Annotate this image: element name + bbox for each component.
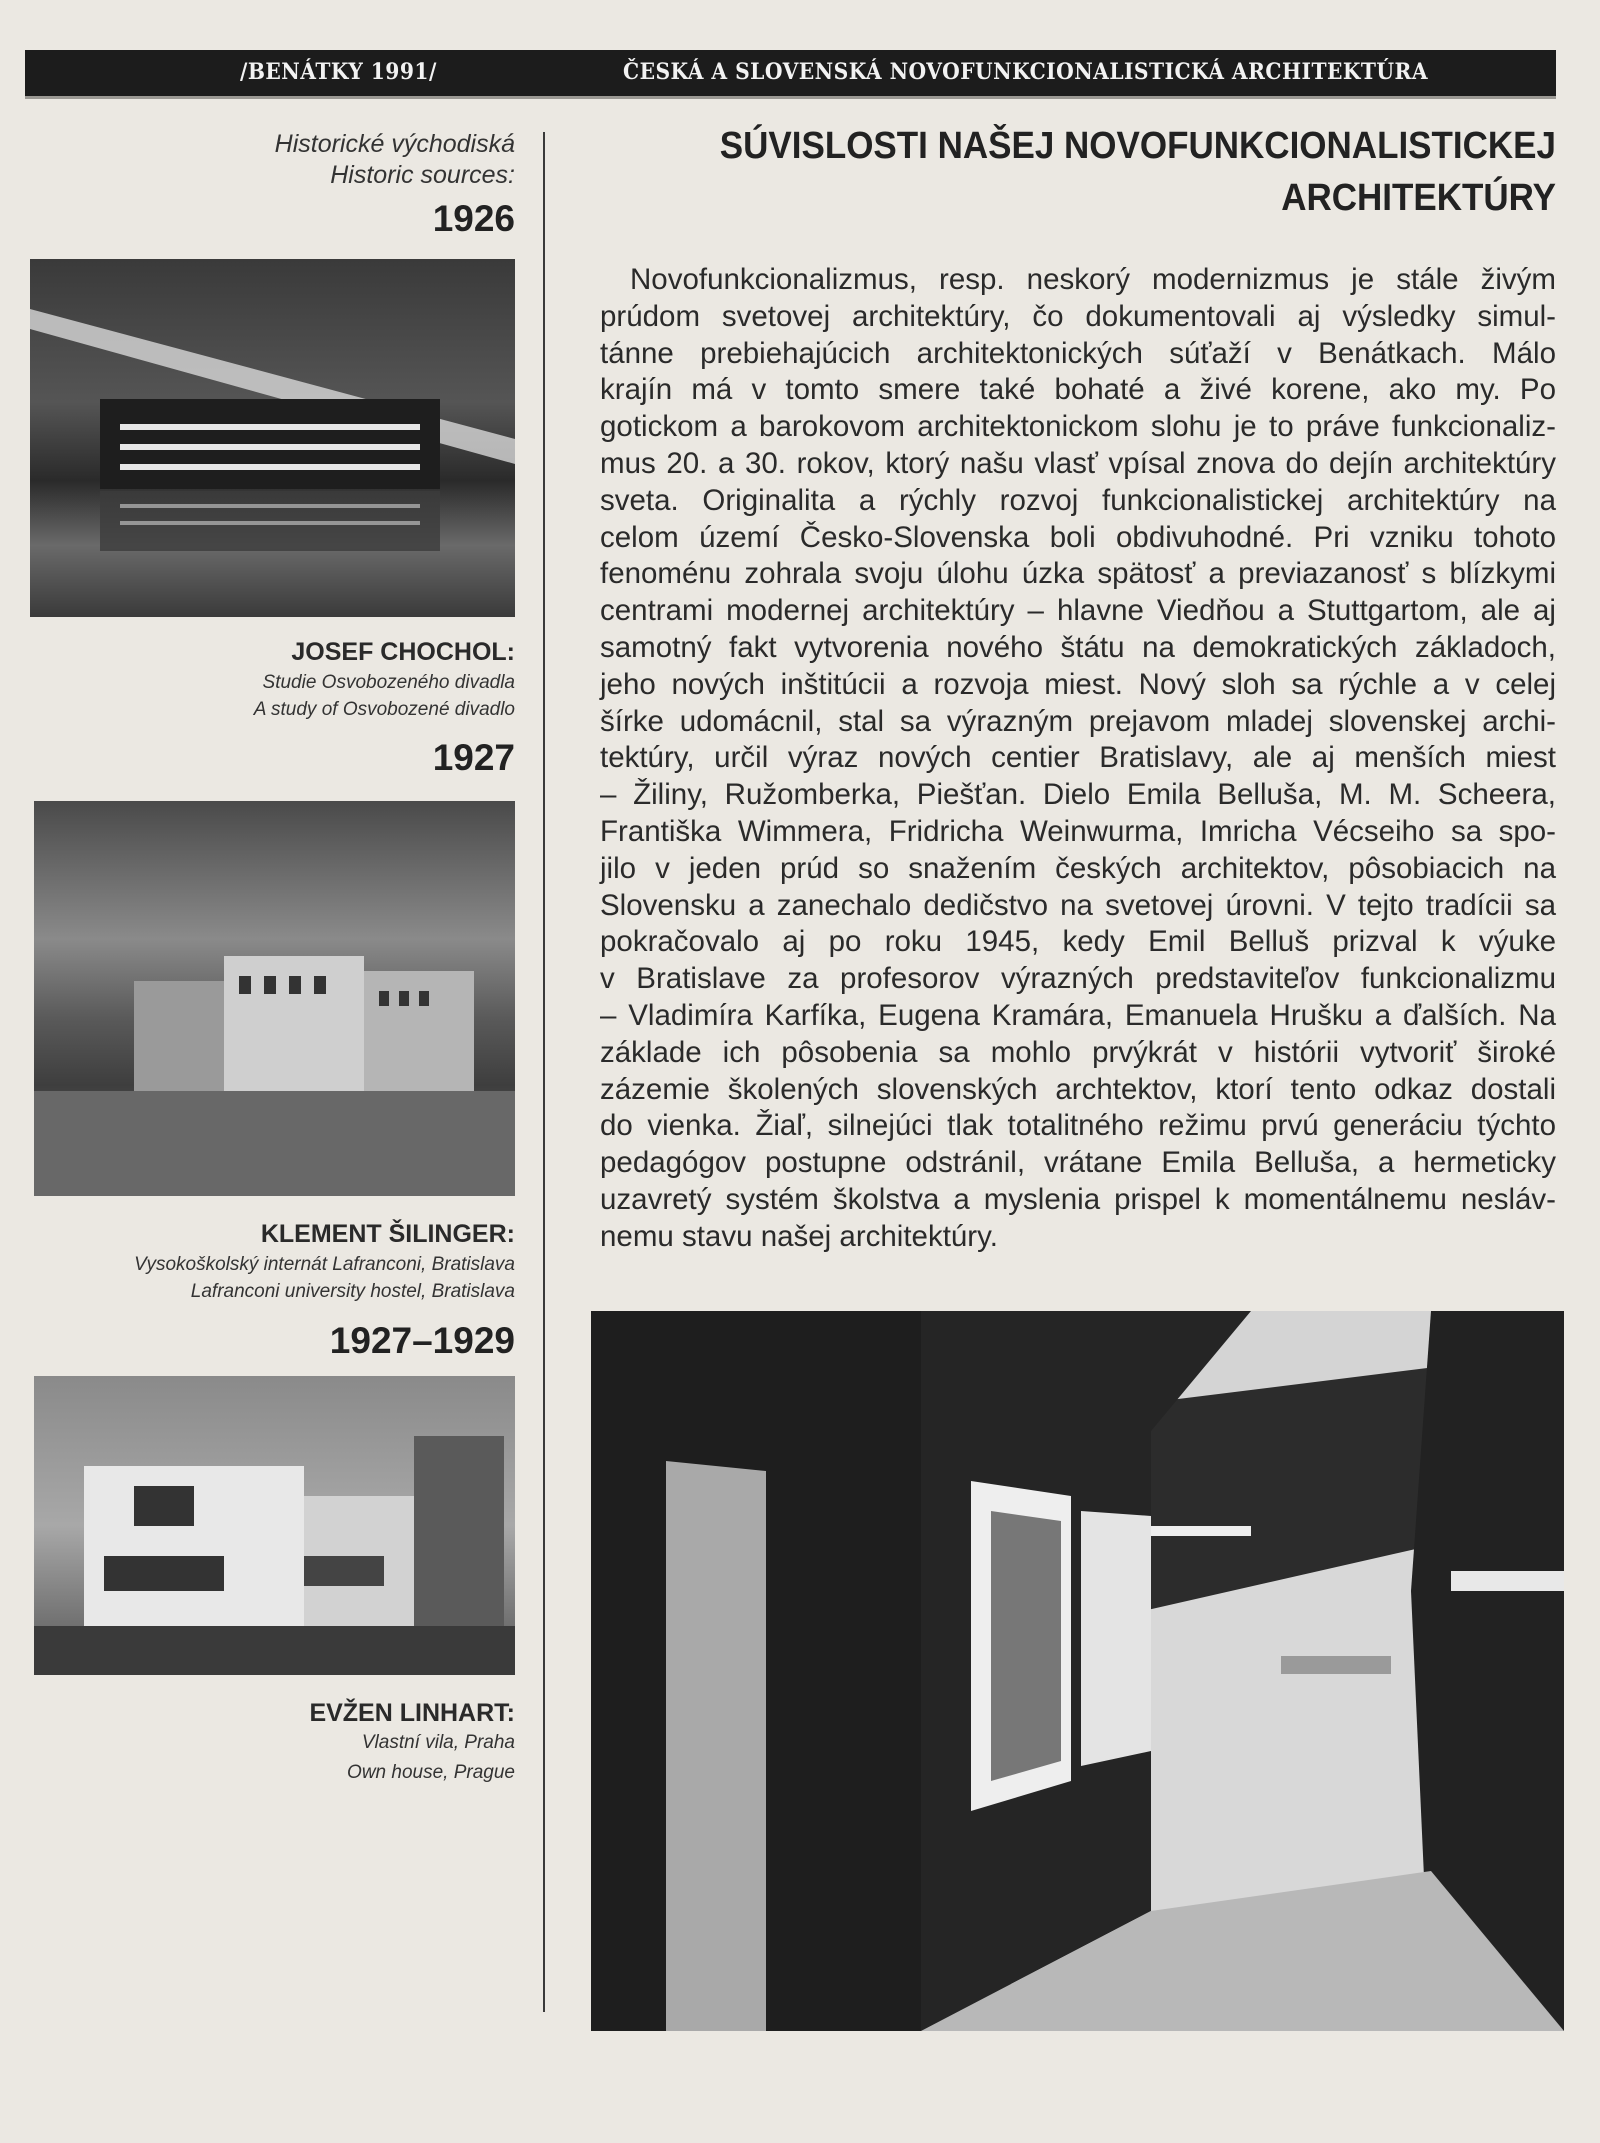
article-text-line: pokračovalo aj po roku 1945, kedy Emil Belluš prizval k výuke (600, 925, 1556, 959)
article-text-line: jeho nových inštitúcii a rozvoja miest. Nový sloh sa rýchle a v celej (600, 667, 1556, 701)
article-text-line: fenoménu zohrala svoju úlohu úzka spätosť a previazanosť s blízkymi (600, 557, 1556, 591)
article-text-line: Františka Wimmera, Fridricha Weinwurma, Imricha Vécseiho sa spo- (600, 814, 1556, 848)
article-text-line: Novofunkcionalizmus, resp. neskorý modernizmus je stále živým (630, 263, 1556, 296)
exhibition-hall-photo (591, 1311, 1564, 2031)
article-text-line: mus 20. a 30. rokov, ktorý našu vlasť vpísal znova do dejín architektúry (600, 446, 1556, 480)
caption-en: A study of Osvobozené divadlo (253, 699, 515, 720)
article-text-line: gotickom a barokovom architektonickom slohu je to práve funkcionaliz- (600, 410, 1556, 444)
article-title-line-2: ARCHITEKTÚRY (1281, 176, 1556, 219)
article-text-line: – Žiliny, Ružomberka, Piešťan. Dielo Emila Belluša, M. M. Scheera, (600, 778, 1556, 812)
article-text-line: zázemie školených slovenských archtektov, ktorí tento odkaz dostali (600, 1072, 1556, 1106)
header-venice-1991: /BENÁTKY 1991/ (240, 59, 437, 85)
article-text-line: krajín má v tomto smere také bohaté a živé korene, ako my. Po (600, 373, 1556, 407)
running-header-bar (25, 50, 1556, 96)
article-text-line: nemu stavu našej architektúry. (600, 1219, 998, 1253)
caption-sk: Studie Osvobozeného divadla (262, 672, 515, 693)
article-text-line: sveta. Originalita a rýchly rozvoj funkcionalistickej architektúry na (600, 483, 1556, 517)
villa-illustration (34, 1376, 515, 1675)
hostel-building-illustration (34, 801, 515, 1196)
sidebar-heading-en: Historic sources: (330, 161, 515, 189)
article-text-line: do vienka. Žiaľ, silnejúci tlak totalitného režimu prvú generáciu týchto (600, 1109, 1556, 1143)
year-label: 1927–1929 (329, 1320, 515, 1361)
article-text-line: – Vladimíra Karfíka, Eugena Kramára, Emanuela Hrušku a ďalších. Na (600, 998, 1556, 1032)
article-text-line: samotný fakt vytvorenia nového štátu na demokratických základoch, (600, 630, 1556, 664)
column-divider (543, 132, 545, 2012)
caption-en: Lafranconi university hostel, Bratislava (190, 1281, 515, 1302)
chochol-theatre-drawing-image (30, 259, 515, 617)
theatre-drawing-illustration (30, 259, 515, 617)
caption-en: Own house, Prague (347, 1762, 515, 1783)
architect-name: JOSEF CHOCHOL: (291, 638, 515, 666)
article-title (600, 120, 1556, 224)
linhart-villa-photo (34, 1376, 515, 1675)
article-text-line: Slovensku a zanechalo dedičstvo na svetovej úrovni. V tejto tradícii sa (600, 888, 1556, 922)
exhibition-interior-illustration (591, 1311, 1564, 2031)
silinger-hostel-photo (34, 801, 515, 1196)
article-text-line: tektúry, určil výraz nových centier Bratislavy, ale aj menších miest (600, 741, 1556, 775)
article-text-line: prúdom svetovej architektúry, čo dokumentovali aj výsledky simul- (600, 299, 1556, 333)
article-text-line: pedagógov postupne odstránil, vrátane Emila Belluša, a hermeticky (600, 1146, 1556, 1180)
architect-name: KLEMENT ŠILINGER: (260, 1220, 515, 1248)
article-body (600, 262, 1556, 1256)
article-text-line: centrami modernej architektúry – hlavne Viedňou a Stuttgartom, ale aj (600, 594, 1556, 628)
article-text-line: šírke udomácnil, stal sa výrazným prejavom mladej slovenskej archi- (600, 704, 1556, 738)
article-text-line: v Bratislave za profesorov výrazných predstaviteľov funkcionalizmu (600, 962, 1556, 996)
architect-name: EVŽEN LINHART: (309, 1699, 515, 1727)
article-text-line: uzavretý systém školstva a myslenia prispel k momentálnemu nesláv- (600, 1182, 1556, 1216)
sidebar-heading-sk: Historické východiská (274, 130, 515, 158)
caption-sk: Vlastní vila, Praha (361, 1732, 515, 1753)
header-section-title: ČESKÁ A SLOVENSKÁ NOVOFUNKCIONALISTICKÁ ARCHITEKTÚRA (623, 59, 1428, 85)
article-text-line: tánne prebiehajúcich architektonických súťaží v Benátkach. Málo (600, 336, 1556, 370)
year-label: 1926 (432, 198, 515, 239)
article-text-line: celom území Česko-Slovenska boli obdivuhodné. Pri vzniku tohoto (600, 520, 1556, 554)
article-text-line: základe ich pôsobenia sa mohlo prvýkrát v histórii vytvoriť široké (600, 1035, 1556, 1069)
article-text-line: jilo v jeden prúd so snažením českých architektov, pôsobiacich na (600, 851, 1556, 885)
article-title-line-1: SÚVISLOSTI NAŠEJ NOVOFUNKCIONALISTICKEJ (719, 124, 1556, 167)
caption-sk: Vysokoškolský internát Lafranconi, Bratislava (134, 1254, 515, 1275)
year-label: 1927 (432, 737, 515, 778)
